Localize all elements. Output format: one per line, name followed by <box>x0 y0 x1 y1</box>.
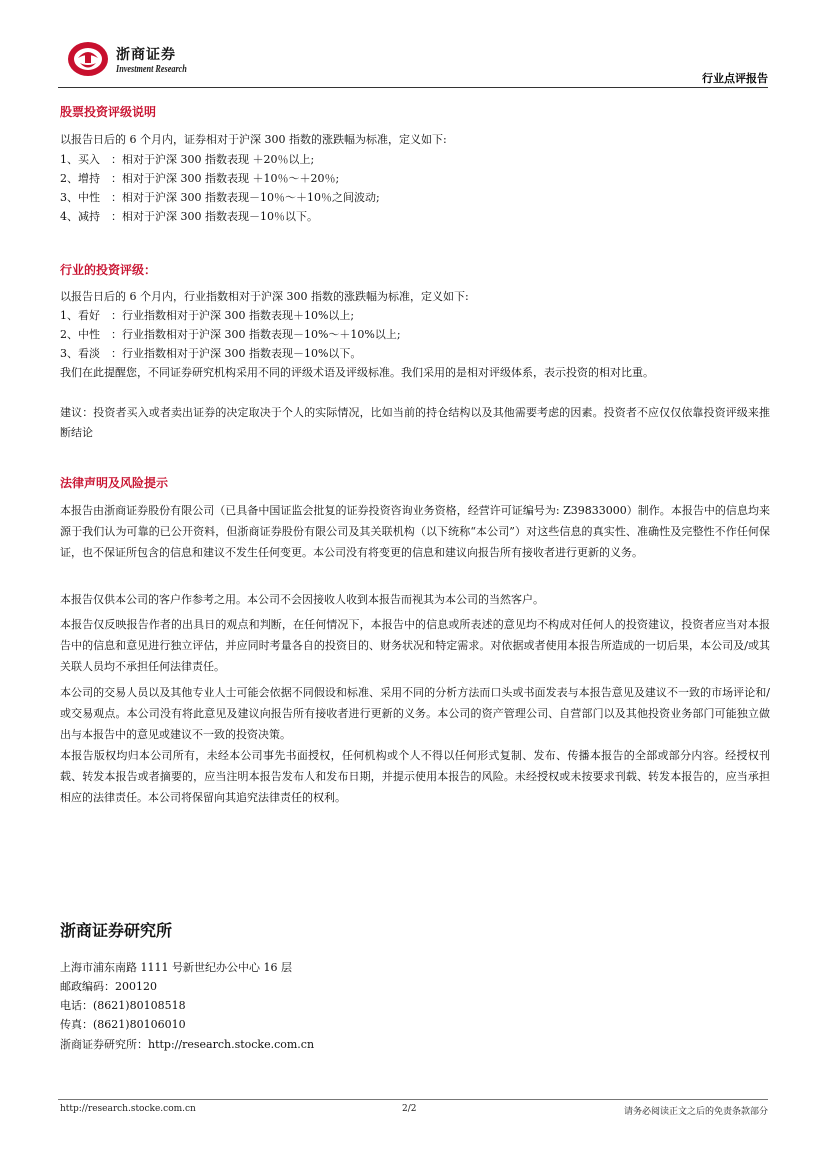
legal-paragraph: 本报告版权均归本公司所有，未经本公司事先书面授权，任何机构或个人不得以任何形式复制、发布、传播本报告的全部或部分内容。经授权刊载、转发本报告或者摘要的，应当注明本报告发布人和发布日期，并提示使用本报告的风险。未经授权或未按要求刊载、转发本报告的，应当承担相应的法律责任。本公司将保留向其追究法律责任的权利。 <box>60 749 770 804</box>
industry-rating-title: 行业的投资评级： <box>60 263 157 277</box>
institute-website: 浙商证券研究所：http://research.stocke.com.cn <box>60 1038 315 1051</box>
institute-phone: 电话：(8621)80108518 <box>60 999 186 1012</box>
industry-rating-line: 2、中性 ：行业指数相对于沪深 300 指数表现－10%～＋10%以上; <box>60 328 401 341</box>
institute-title: 浙商证券研究所 <box>60 921 173 940</box>
stock-rating-line: 以报告日后的 6 个月内，证券相对于沪深 300 指数的涨跌幅为标准，定义如下: <box>60 133 447 146</box>
stock-rating-line: 4、减持 ：相对于沪深 300 指数表现－10％以下。 <box>60 210 318 223</box>
stock-rating-line: 2、增持 ：相对于沪深 300 指数表现 ＋10％～＋20％; <box>60 172 340 185</box>
legal-paragraph: 本公司的交易人员以及其他专业人士可能会依据不同假设和标准、采用不同的分析方法而口头或书面发表与本报告意见及建议不一致的市场评论和/或交易观点。本公司没有将此意见及建议向报告所有接收者进行更新的义务。本公司的资产管理公司、自营部门以及其他投资业务部门可能独立做出与本报告中的意见或建议不一致的投资决策。 <box>60 686 770 741</box>
stock-rating-line: 1、买入 ：相对于沪深 300 指数表现 ＋20％以上; <box>60 153 315 166</box>
rating-reminder-paragraph: 我们在此提醒您，不同证券研究机构采用不同的评级术语及评级标准。我们采用的是相对评级体系，表示投资的相对比重。 <box>60 366 654 379</box>
legal-paragraph: 本报告仅供本公司的客户作参考之用。本公司不会因接收人收到本报告而视其为本公司的当然客户。 <box>60 593 544 606</box>
zheshang-logo-icon <box>66 38 110 78</box>
footer-url-link[interactable]: http://research.stocke.com.cn <box>60 1104 196 1114</box>
brand-name-cn: 浙商证券 <box>116 47 176 63</box>
institute-postcode: 邮政编码：200120 <box>60 980 157 993</box>
investment-advice-paragraph: 建议：投资者买入或者卖出证券的决定取决于个人的实际情况，比如当前的持仓结构以及其他需要考虑的因素。投资者不应仅仅依靠投资评级来推断结论 <box>60 406 770 439</box>
page-number: 2/2 <box>402 1104 417 1114</box>
header-divider <box>58 87 768 88</box>
industry-rating-line: 以报告日后的 6 个月内，行业指数相对于沪深 300 指数的涨跌幅为标准，定义如下: <box>60 290 469 303</box>
footer-divider <box>58 1099 768 1100</box>
legal-title: 法律声明及风险提示 <box>60 476 169 490</box>
legal-paragraph: 本报告由浙商证券股份有限公司（已具备中国证监会批复的证券投资咨询业务资格，经营许可证编号为: Z39833000）制作。本报告中的信息均来源于我们认为可靠的已公开资料，但浙商证券股份有限公司及其关联机构（以下统称“本公司”）对这些信息的真实性、准确性及完整性不作任何保证，也不保证所包含的信息和建议不发生任何变更。本公司没有将变更的信息和建议向报告所有接收者进行更新的义务。 <box>60 504 770 559</box>
industry-rating-line: 1、看好 ：行业指数相对于沪深 300 指数表现＋10%以上; <box>60 309 355 322</box>
stock-rating-line: 3、中性 ：相对于沪深 300 指数表现－10％～＋10％之间波动; <box>60 191 380 204</box>
brand-name-en: Investment Research <box>116 64 187 75</box>
industry-rating-line: 3、看淡 ：行业指数相对于沪深 300 指数表现－10%以下。 <box>60 347 362 360</box>
institute-fax: 传真：(8621)80106010 <box>60 1018 186 1031</box>
stock-rating-title: 股票投资评级说明 <box>60 105 157 119</box>
report-type-label: 行业点评报告 <box>702 72 768 85</box>
legal-paragraph: 本报告仅反映报告作者的出具日的观点和判断，在任何情况下，本报告中的信息或所表述的意见均不构成对任何人的投资建议，投资者应当对本报告中的信息和意见进行独立评估，并应同时考量各自的投资目的、财务状况和特定需求。对依据或者使用本报告所造成的一切后果，本公司及/或其关联人员均不承担任何法律责任。 <box>60 618 770 673</box>
disclaimer-note: 请务必阅读正文之后的免责条款部分 <box>623 1107 768 1117</box>
institute-address: 上海市浦东南路 1111 号新世纪办公中心 16 层 <box>60 961 292 974</box>
